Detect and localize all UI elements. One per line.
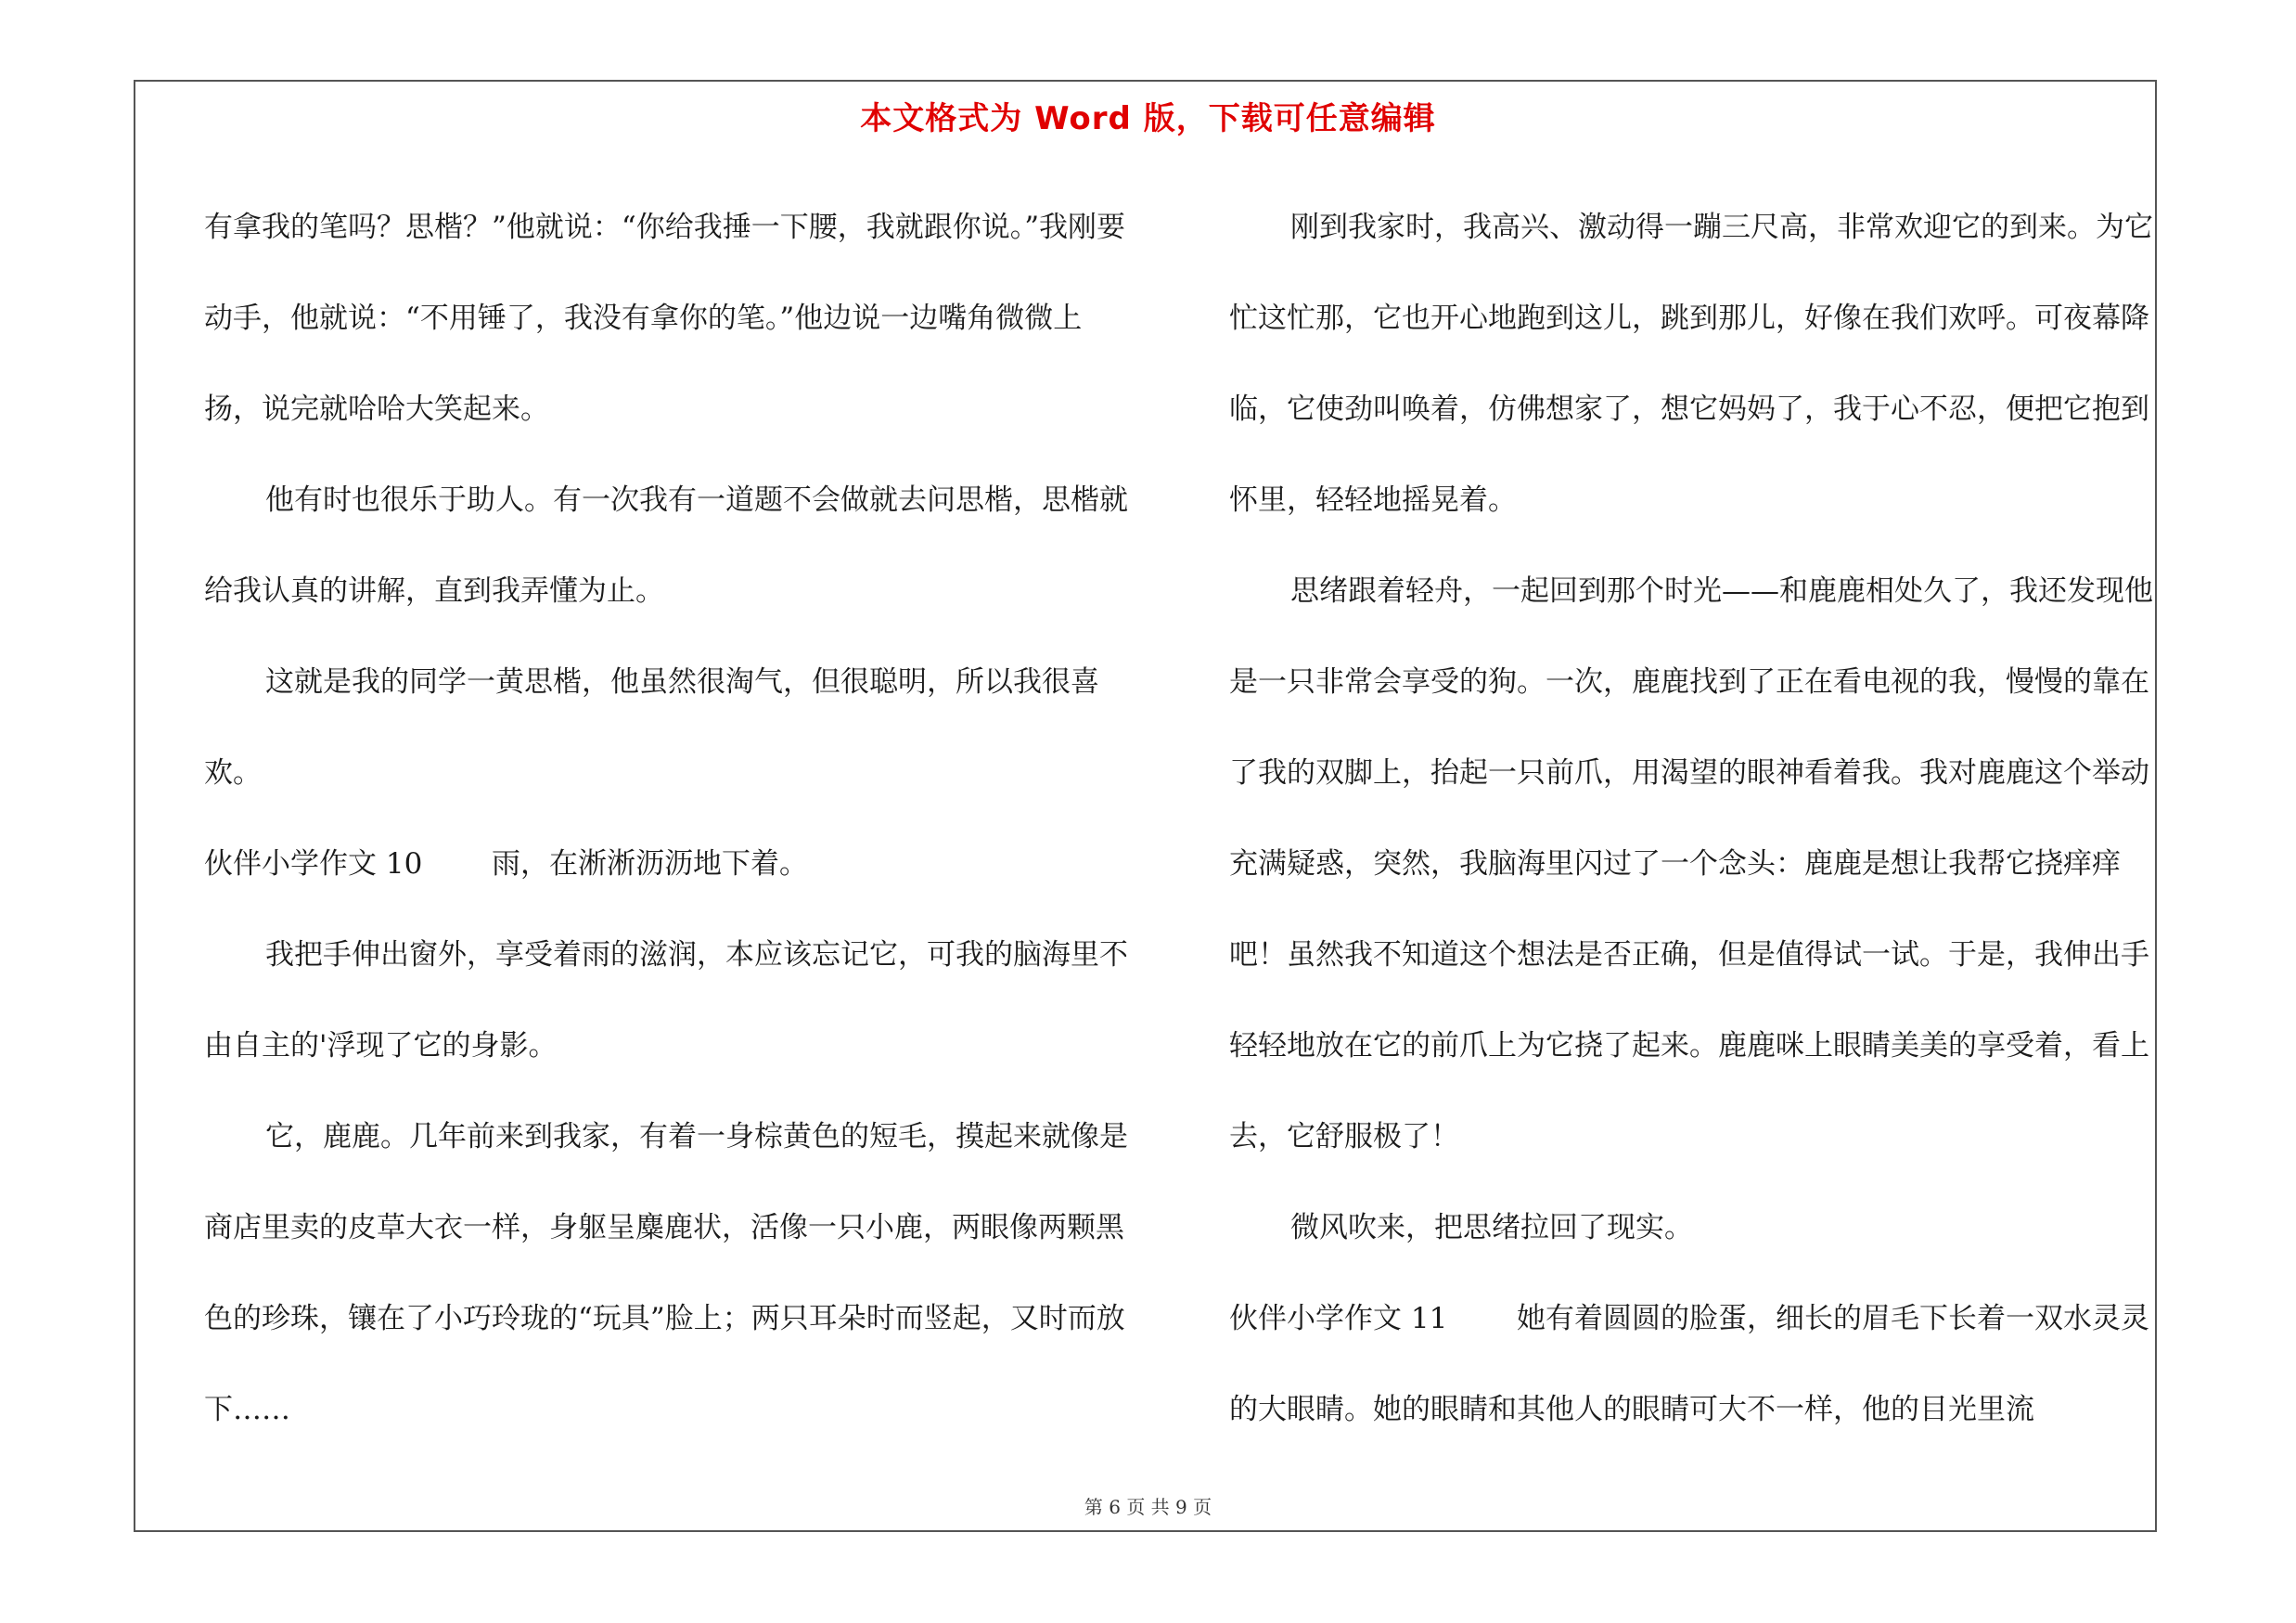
paragraph: 我把手伸出窗外，享受着雨的滋润，本应该忘记它，可我的脑海里不由自主的'浮现了它的身影。 bbox=[204, 938, 1128, 1063]
essay-heading-line bbox=[204, 818, 1132, 909]
right-column bbox=[1229, 182, 2157, 1455]
essay-opening: 雨，在淅淅沥沥地下着。 bbox=[492, 847, 808, 881]
paragraph: 有拿我的笔吗？思楷？”他就说：“你给我捶一下腰，我就跟你说。”我刚要动手，他就说：“不用锤了，我没有拿你的笔。”他边说一边嘴角微微上扬，说完就哈哈大笑起来。 bbox=[204, 211, 1126, 426]
paragraph: 思绪跟着轻舟，一起回到那个时光——和鹿鹿相处久了，我还发现他是一只非常会享受的狗。一次，鹿鹿找到了正在看电视的我，慢慢的靠在了我的双脚上，抬起一只前爪，用渴望的眼神看着我。我对鹿鹿这个举动充满疑惑，突然，我脑海里闪过了一个念头：鹿鹿是想让我帮它挠痒痒吧！虽然我不知道这个想法是否正确，但是值得试一试。于是，我伸出手轻轻地放在它的前爪上为它挠了起来。鹿鹿咪上眼睛美美的享受着，看上去，它舒服极了！ bbox=[1229, 574, 2153, 1153]
essay-opening: 她有着圆圆的脸蛋，细长的眉毛下长着一双水灵灵的大眼睛。她的眼睛和其他人的眼睛可大不一样，他的目光里流 bbox=[1229, 1302, 2149, 1426]
left-column bbox=[204, 182, 1132, 1455]
document-notice: 本文格式为 Word 版，下载可任意编辑 bbox=[860, 100, 1436, 137]
paragraph: 这就是我的同学一黄思楷，他虽然很淘气，但很聪明，所以我很喜欢。 bbox=[204, 665, 1099, 790]
paragraph: 刚到我家时，我高兴、激动得一蹦三尺高，非常欢迎它的到来。为它忙这忙那，它也开心地跑到这儿，跳到那儿，好像在我们欢呼。可夜幕降临，它使劲叫唤着，仿佛想家了，想它妈妈了，我于心不忍，便把它抱到怀里，轻轻地摇晃着。 bbox=[1229, 211, 2153, 517]
essay-heading: 伙伴小学作文 11 bbox=[1229, 1302, 1448, 1335]
paragraph: 微风吹来，把思绪拉回了现实。 bbox=[1290, 1211, 1693, 1244]
page-number: 第 6 页 共 9 页 bbox=[1084, 1496, 1212, 1518]
essay-heading: 伙伴小学作文 10 bbox=[204, 847, 423, 881]
paragraph: 它，鹿鹿。几年前来到我家，有着一身棕黄色的短毛，摸起来就像是商店里卖的皮草大衣一样，身躯呈麋鹿状，活像一只小鹿，两眼像两颗黑色的珍珠，镶在了小巧玲珑的“玩具”脸上；两只耳朵时而竖起，又时而放下…… bbox=[204, 1120, 1128, 1426]
paragraph: 他有时也很乐于助人。有一次我有一道题不会做就去问思楷，思楷就给我认真的讲解，直到我弄懂为止。 bbox=[204, 483, 1128, 608]
essay-heading-line bbox=[1229, 1273, 2157, 1455]
